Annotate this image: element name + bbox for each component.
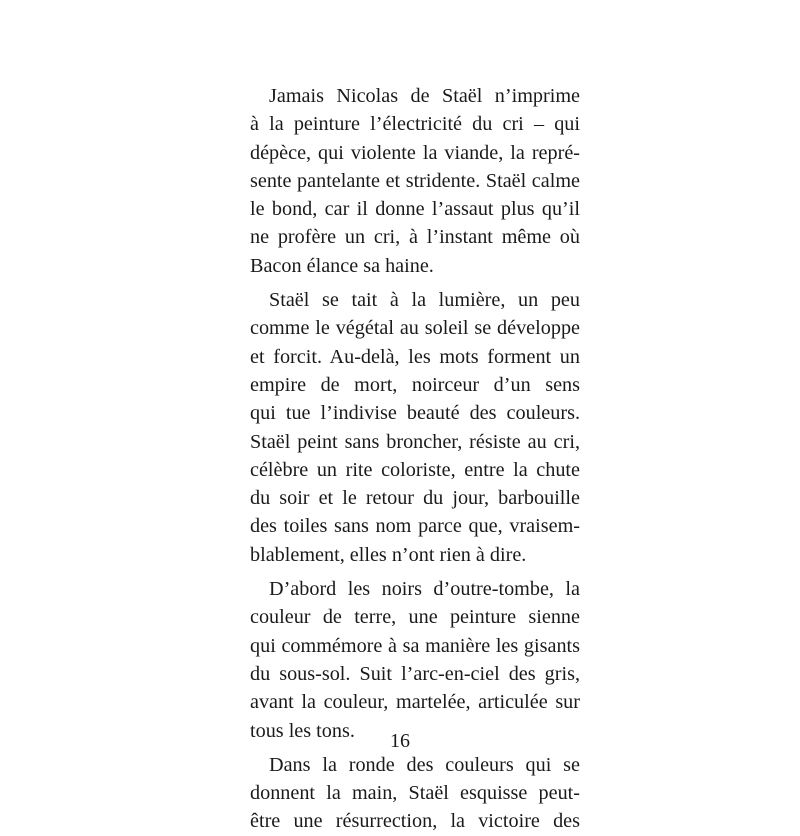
text-line: blablement, elles n’ont rien à dire. bbox=[250, 543, 527, 566]
text-line: qui tue l’indivise beauté des couleurs. bbox=[250, 402, 580, 425]
text-line: D’abord les noirs d’outre-tombe, la bbox=[269, 578, 580, 601]
text-line: ne profère un cri, à l’instant même où bbox=[250, 226, 580, 249]
text-line: et forcit. Au-delà, les mots forment un bbox=[250, 345, 580, 368]
text-line: à la peinture l’électricité du cri – qui bbox=[250, 113, 580, 136]
paragraph-2 bbox=[250, 286, 580, 569]
text-line: Staël peint sans broncher, résiste au cri, bbox=[250, 430, 580, 453]
text-line: du sous-sol. Suit l’arc-en-ciel des gris, bbox=[250, 662, 580, 685]
text-line: du soir et le retour du jour, barbouille bbox=[250, 487, 580, 510]
paragraph-3 bbox=[250, 575, 580, 745]
text-line: tous les tons. bbox=[250, 719, 355, 742]
text-line: le bond, car il donne l’assaut plus qu’il bbox=[250, 198, 580, 221]
text-line: être une résurrection, la victoire des bbox=[250, 810, 580, 833]
text-line: donnent la main, Staël esquisse peut- bbox=[250, 782, 580, 805]
paragraph-4 bbox=[250, 751, 580, 836]
text-line: célèbre un rite coloriste, entre la chute bbox=[250, 458, 580, 481]
paragraph-1 bbox=[250, 82, 580, 280]
text-line: Bacon élance sa haine. bbox=[250, 254, 434, 277]
text-line: avant la couleur, martelée, articulée sur bbox=[250, 691, 580, 714]
text-line: des toiles sans nom parce que, vraisem- bbox=[250, 515, 580, 538]
text-line: qui commémore à sa manière les gisants bbox=[250, 634, 580, 657]
text-line: sente pantelante et stridente. Staël calme bbox=[250, 169, 580, 192]
text-line: comme le végétal au soleil se développe bbox=[250, 317, 580, 340]
text-line: dépèce, qui violente la viande, la repré- bbox=[250, 141, 580, 164]
body-text bbox=[250, 82, 580, 836]
text-line: Staël se tait à la lumière, un peu bbox=[269, 289, 580, 312]
page-number: 16 bbox=[390, 730, 410, 752]
text-line: empire de mort, noirceur d’un sens bbox=[250, 373, 580, 396]
text-line: Jamais Nicolas de Staël n’imprime bbox=[269, 85, 580, 107]
text-line: couleur de terre, une peinture sienne bbox=[250, 606, 580, 629]
text-line: Dans la ronde des couleurs qui se bbox=[269, 753, 580, 776]
